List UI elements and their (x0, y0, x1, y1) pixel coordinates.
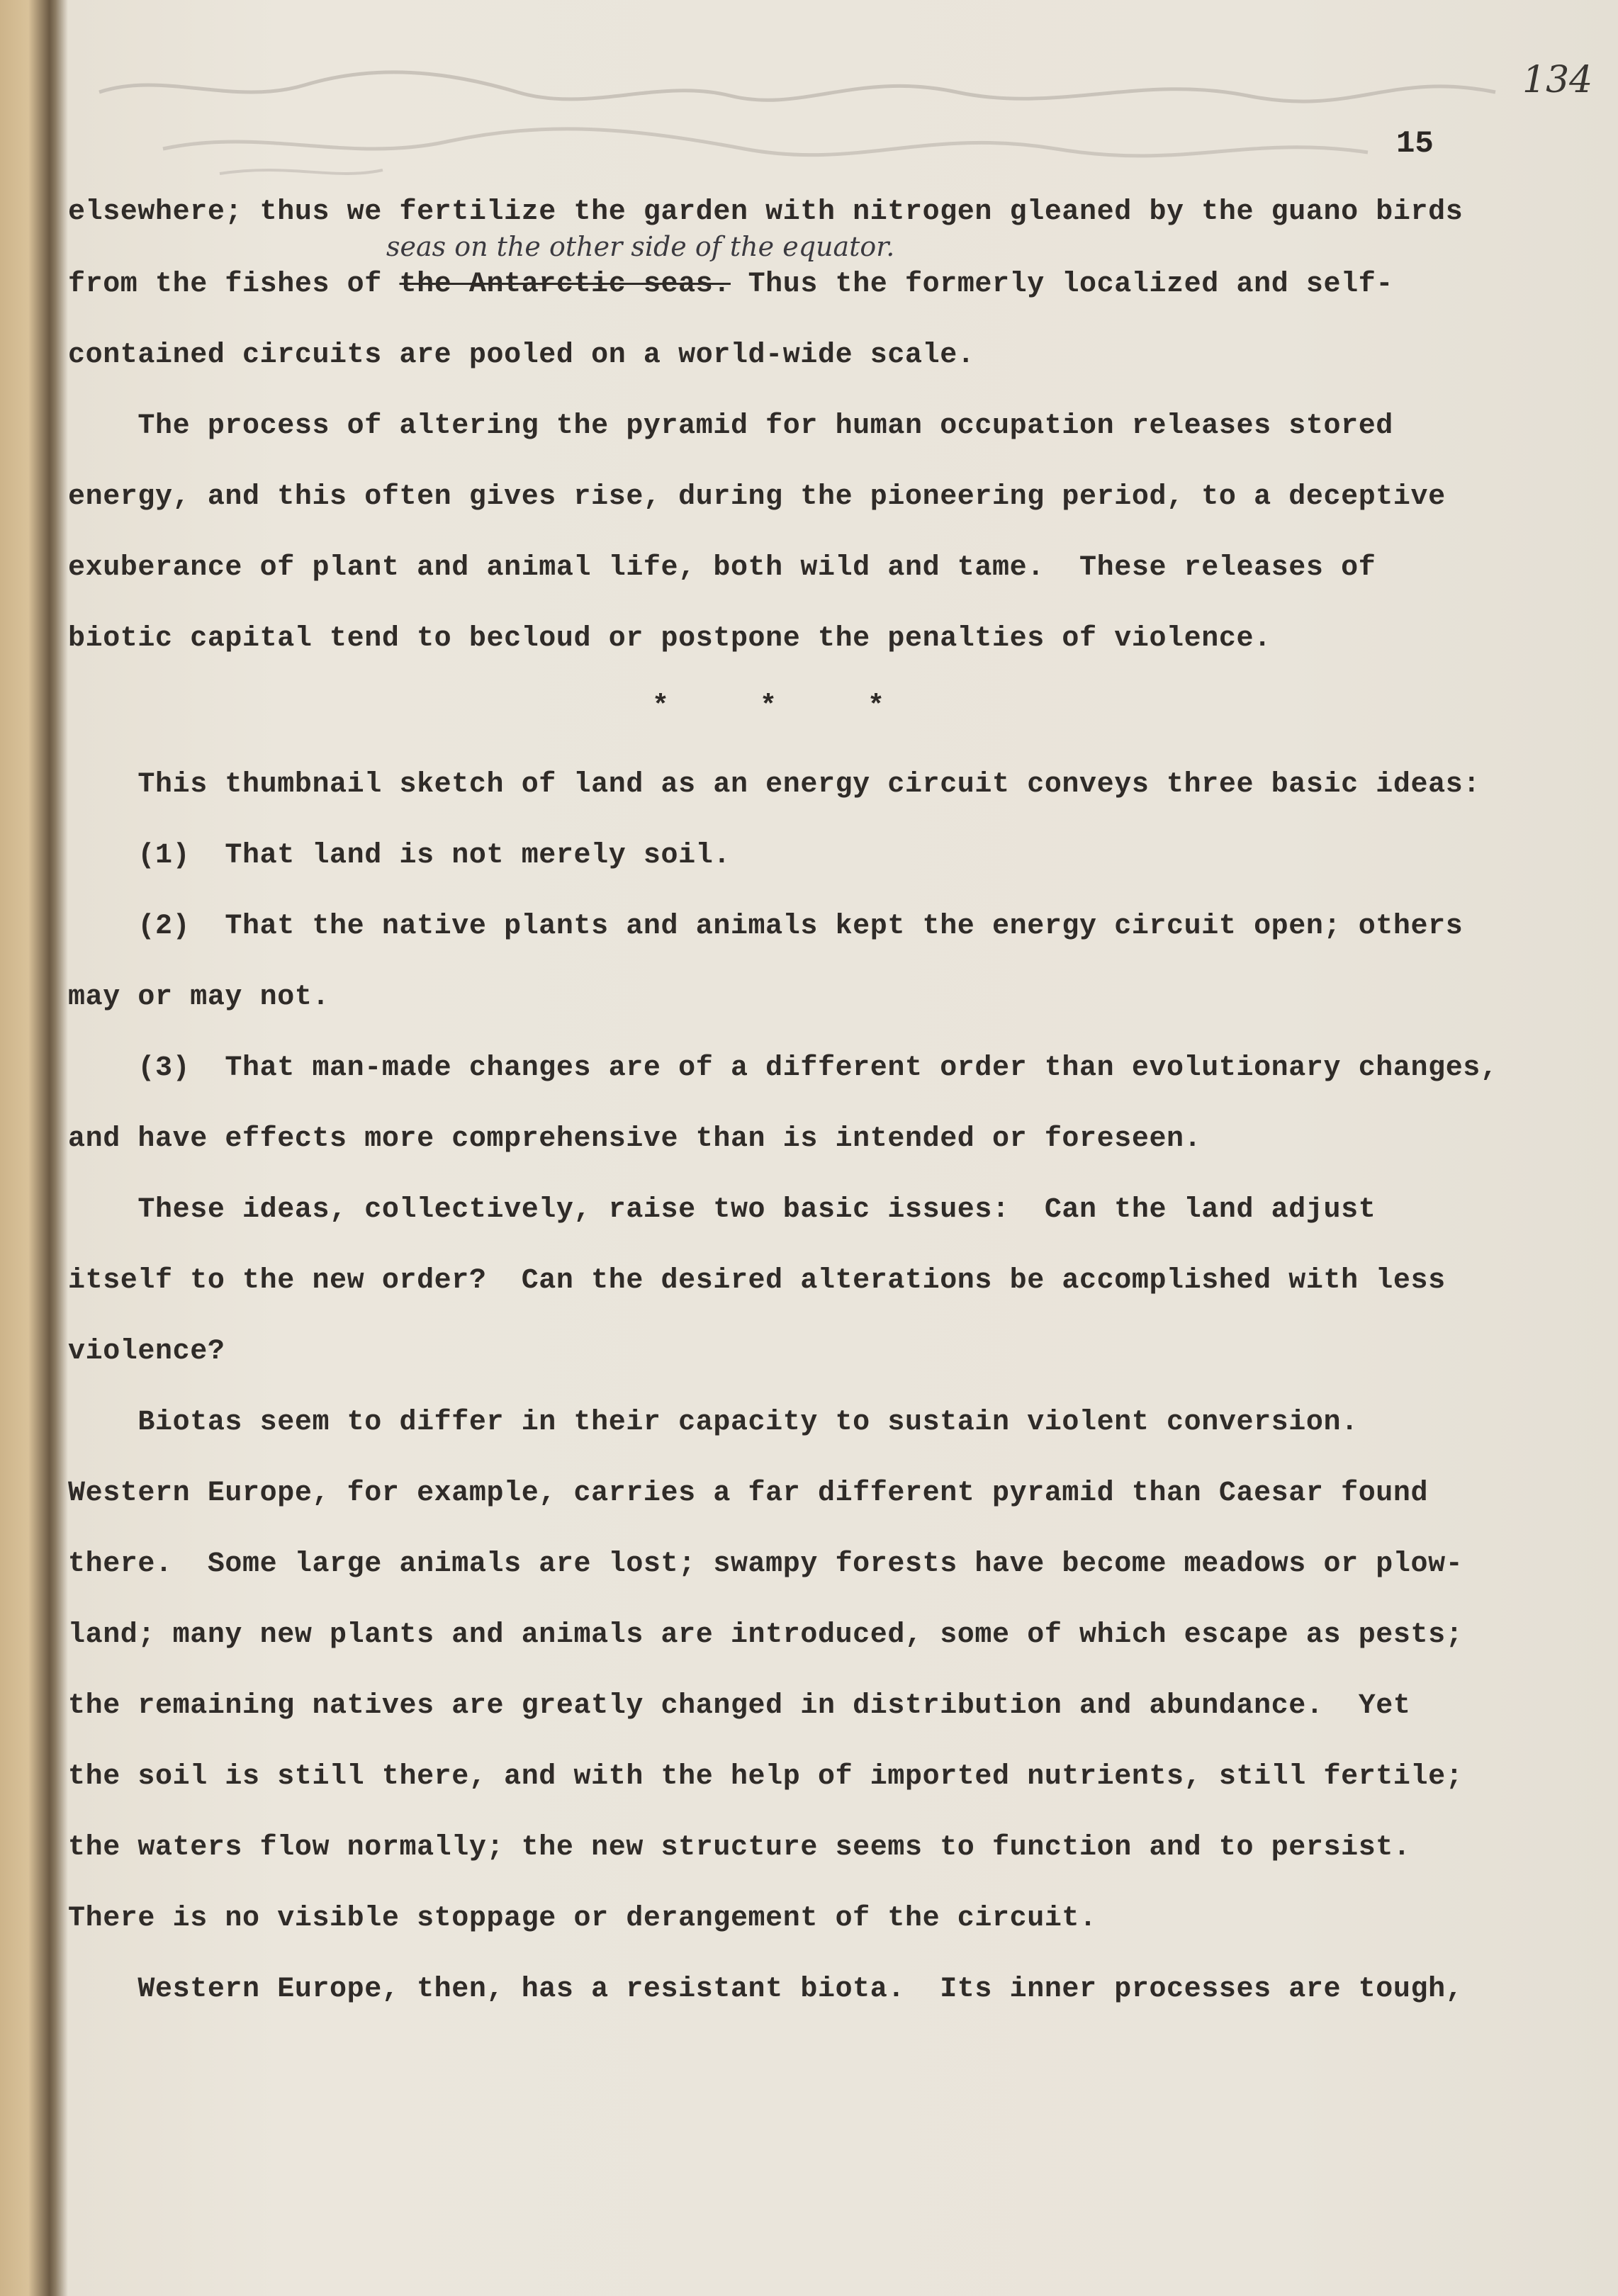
text-line-16: itself to the new order? Can the desired alterations be accomplished with less (68, 1265, 1446, 1297)
text-line-3: contained circuits are pooled on a world-wide scale. (68, 339, 975, 371)
text-line-4: The process of altering the pyramid for human occupation releases stored (68, 410, 1393, 442)
text-line-20: there. Some large animals are lost; swampy forests have become meadows or plow- (68, 1548, 1463, 1580)
text-line-10: (1) That land is not merely soil. (68, 840, 731, 872)
text-line-2-end: Thus the formerly localized and self- (730, 269, 1393, 300)
text-line-21: land; many new plants and animals are introduced, some of which escape as pests; (68, 1619, 1463, 1651)
text-line-25: There is no visible stoppage or derangement of the circuit. (68, 1903, 1097, 1935)
page-number: 15 (1396, 126, 1434, 162)
handwritten-insertion: seas on the other side of the equator. (386, 231, 895, 262)
text-line-9: This thumbnail sketch of land as an energy circuit conveys three basic ideas: (68, 769, 1481, 801)
section-break-asterisks: * * * (652, 691, 922, 723)
svg-text:134: 134 (1522, 59, 1593, 101)
text-line-24: the waters flow normally; the new structure seems to function and to persist. (68, 1832, 1411, 1864)
text-line-17: violence? (68, 1336, 225, 1368)
text-line-13: (3) That man-made changes are of a different order than evolutionary changes, (68, 1052, 1498, 1084)
text-line-5: energy, and this often gives rise, during the pioneering period, to a deceptive (68, 481, 1446, 513)
text-line-7: biotic capital tend to becloud or postpone the penalties of violence. (68, 623, 1271, 655)
struck-through-text: the Antarctic seas. (399, 269, 731, 300)
text-line-6: exuberance of plant and animal life, both wild and tame. These releases of (68, 552, 1376, 584)
text-line-12: may or may not. (68, 981, 330, 1013)
text-line-18: Biotas seem to differ in their capacity to sustain violent conversion. (68, 1407, 1359, 1439)
faint-pencil-annotation (78, 43, 1531, 184)
text-line-22: the remaining natives are greatly changed in distribution and abundance. Yet (68, 1690, 1411, 1722)
text-line-2 (68, 268, 1618, 302)
text-line-1: elsewhere; thus we fertilize the garden with nitrogen gleaned by the guano birds (68, 196, 1463, 228)
text-line-2-start: from the fishes of (68, 269, 400, 300)
text-line-19: Western Europe, for example, carries a far different pyramid than Caesar found (68, 1478, 1429, 1509)
text-line-14: and have effects more comprehensive than is intended or foreseen. (68, 1123, 1202, 1155)
text-line-11: (2) That the native plants and animals kept the energy circuit open; others (68, 911, 1463, 942)
text-line-23: the soil is still there, and with the help of imported nutrients, still fertile; (68, 1761, 1463, 1793)
text-line-15: These ideas, collectively, raise two basic issues: Can the land adjust (68, 1194, 1376, 1226)
text-line-26: Western Europe, then, has a resistant biota. Its inner processes are tough, (68, 1974, 1463, 2005)
